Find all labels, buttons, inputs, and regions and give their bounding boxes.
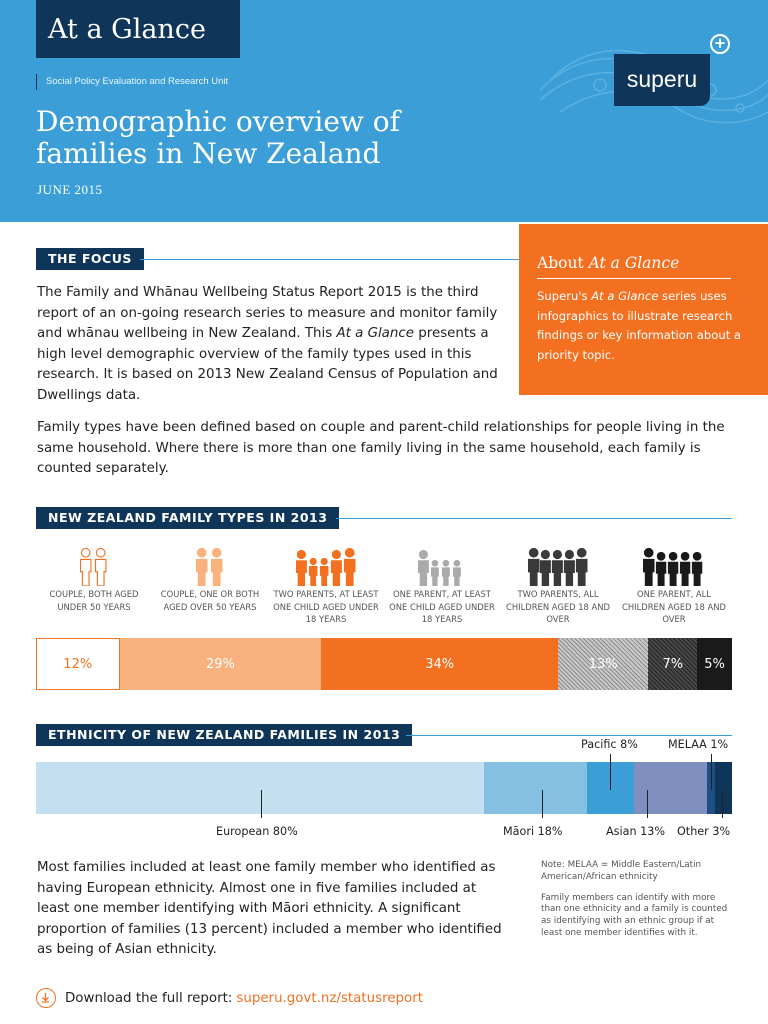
- two-parents-children-orange-icon: [296, 546, 357, 586]
- family-types-heading: NEW ZEALAND FAMILY TYPES IN 2013: [36, 507, 339, 529]
- couple-light-orange-icon: [196, 546, 224, 586]
- download-row: [36, 988, 423, 1008]
- about-text: Superu's At a Glance series uses infographics to illustrate research findings or key information about a priority topic.: [537, 289, 742, 362]
- family-type-4: [384, 540, 500, 626]
- ethnicity-label: MELAA 1%: [668, 738, 729, 751]
- ethnicity-leader-line: [722, 790, 723, 818]
- ethnicity-label: Māori 18%: [503, 825, 563, 838]
- family-type-bar-segment: 13%: [558, 638, 648, 690]
- focus-paragraph: The Family and Whānau Wellbeing Status Report 2015 is the third report of an on-going research series to measure and monitor family and whānau wellbeing in New Zealand. This At a Glance presents a high level demographic overview of the family types used in this research. It is based on 2013 New Zealand Census of Population and Dwellings data.: [37, 285, 498, 403]
- family-type-label: TWO PARENTS, AT LEAST ONE CHILD AGED UNDER 18 YEARS: [273, 589, 379, 624]
- unit-name: Social Policy Evaluation and Research Unit: [36, 74, 228, 90]
- ethnicity-bar: [36, 762, 732, 814]
- ethnicity-leader-line: [647, 790, 648, 818]
- ethnicity-label: European 80%: [216, 825, 298, 838]
- two-parents-adult-children-dark-icon: [528, 546, 589, 586]
- family-type-2: [152, 540, 268, 613]
- family-type-label: ONE PARENT, AT LEAST ONE CHILD AGED UNDER 18 YEARS: [389, 589, 495, 624]
- publication-date: JUNE 2015: [37, 182, 103, 197]
- ethnicity-segment: [484, 762, 587, 814]
- family-type-1: [36, 540, 152, 613]
- family-type-legend: [36, 540, 732, 630]
- family-type-bar-segment: 34%: [321, 638, 558, 690]
- divider: [140, 259, 519, 260]
- ethnicity-segment: [36, 762, 484, 814]
- family-type-bar-segment: 7%: [648, 638, 697, 690]
- download-label: Download the full report:: [65, 990, 233, 1006]
- ethnicity-label: Other 3%: [677, 825, 731, 838]
- superu-logo[interactable]: superu: [614, 54, 710, 106]
- header-banner: [0, 0, 768, 222]
- family-type-6: [616, 540, 732, 626]
- divider: [406, 735, 732, 736]
- family-type-label: ONE PARENT, ALL CHILDREN AGED 18 AND OVER: [621, 589, 726, 624]
- ethnicity-leader-line: [711, 754, 712, 790]
- family-type-label: COUPLE, BOTH AGED UNDER 50 YEARS: [49, 589, 139, 612]
- at-a-glance-badge: At a Glance: [36, 0, 240, 58]
- one-parent-children-grey-icon: [418, 546, 466, 586]
- family-type-label: TWO PARENTS, ALL CHILDREN AGED 18 AND OVER: [505, 589, 610, 624]
- ethnicity-label: Pacific 8%: [581, 738, 638, 751]
- page-title: Demographic overview of families in New Zealand: [36, 105, 400, 170]
- plus-icon: +: [710, 34, 730, 54]
- family-type-3: [268, 540, 384, 626]
- family-type-bar-segment: 12%: [36, 638, 120, 690]
- ethnicity-heading: ETHNICITY OF NEW ZEALAND FAMILIES IN 2013: [36, 724, 412, 746]
- ethnicity-segment: [715, 762, 732, 814]
- about-title: About At a Glance: [537, 254, 731, 279]
- family-types-bar: [36, 638, 732, 690]
- ethnicity-leader-line: [542, 790, 543, 818]
- ethnicity-notes: [541, 860, 737, 940]
- ethnicity-summary: Most families included at least one family member who identified as having European ethnicity. Almost one in five families included at least one member identifying with Māori ethnicity. A significant proportion of families (13 percent) included a member who identified as being of Asian ethnicity.: [37, 860, 502, 957]
- melaa-note: Note: MELAA = Middle Eastern/Latin American/African ethnicity: [541, 860, 702, 882]
- download-icon[interactable]: [36, 988, 56, 1008]
- ethnicity-leader-line: [261, 790, 262, 818]
- ethnicity-leader-line: [610, 754, 611, 790]
- ethnicity-label: Asian 13%: [606, 825, 665, 838]
- family-type-bar-segment: 29%: [120, 638, 322, 690]
- counting-note: Family members can identify with more than one ethnicity and a family is counted as identifying with an ethnic group if at least one member identifies with it.: [541, 892, 728, 938]
- focus-heading: THE FOCUS: [36, 248, 144, 270]
- ethnicity-segment: [634, 762, 707, 814]
- about-box: [519, 224, 768, 395]
- family-type-5: [500, 540, 616, 626]
- divider: [336, 518, 732, 519]
- family-type-label: COUPLE, ONE OR BOTH AGED OVER 50 YEARS: [160, 589, 260, 612]
- couple-outline-icon: [80, 546, 108, 586]
- family-type-bar-segment: 5%: [697, 638, 732, 690]
- one-parent-adult-children-black-icon: [643, 546, 705, 586]
- family-definition-paragraph: Family types have been defined based on couple and parent-child relationships for people living in the same household. Where there is more than one family living in the same household, each family is counted separately.: [37, 420, 725, 476]
- download-link[interactable]: superu.govt.nz/statusreport: [236, 990, 424, 1006]
